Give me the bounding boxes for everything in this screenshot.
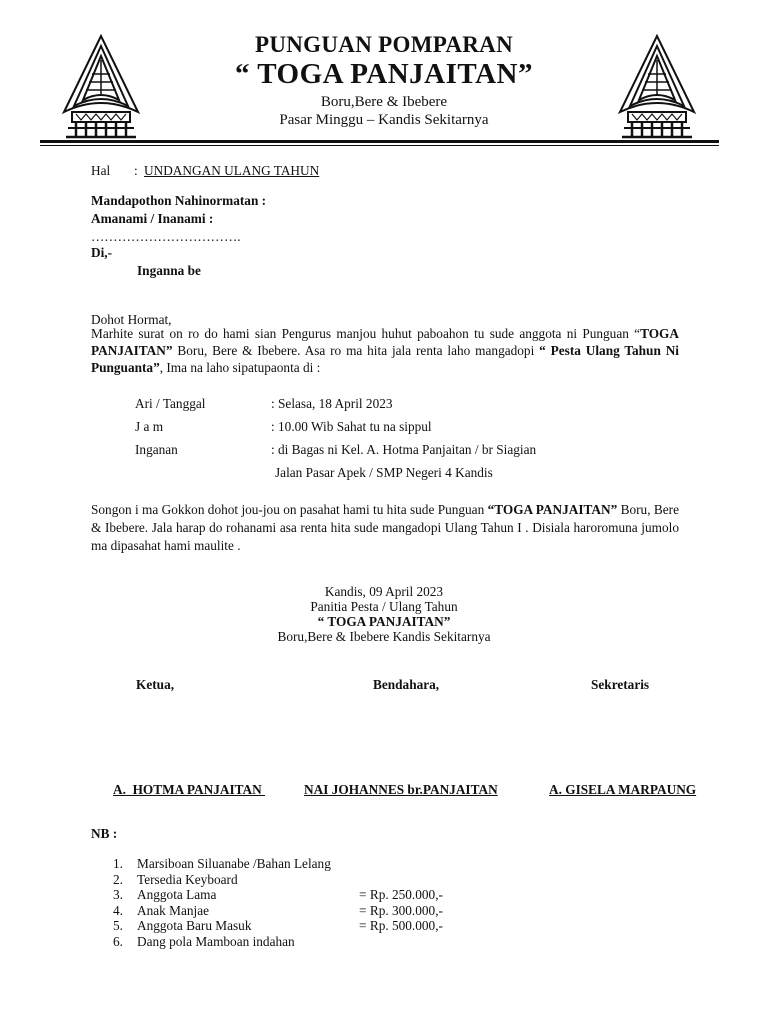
org-subtitle-line2: Pasar Minggu – Kandis Sekitarnya (279, 112, 489, 128)
signatory-name-ketua: A. HOTMA PANJAITAN (113, 782, 266, 797)
list-item: 1. Marsiboan Siluanabe /Bahan Lelang (113, 856, 331, 871)
letterhead-rule-thick (40, 140, 719, 143)
signatory-title-bendahara: Bendahara, (373, 677, 440, 692)
letterhead-rule-thin (40, 145, 719, 146)
list-item: 6. Dang pola Mamboan indahan (113, 933, 295, 949)
list-item: 2. Tersedia Keyboard (113, 871, 238, 887)
nb-list (113, 855, 533, 948)
hal-label: Hal (91, 163, 111, 178)
signatory-name-bendahara: NAI JOHANNES br.PANJAITAN (304, 782, 498, 797)
signatory-title-ketua: Ketua, (136, 677, 175, 692)
hal-subject: UNDANGAN ULANG TAHUN (144, 163, 320, 178)
nb-label: NB : (91, 826, 118, 841)
batak-house-logo-left (56, 34, 146, 140)
signatory-title-sekretaris: Sekretaris (591, 677, 650, 692)
addressee-line2: Amanami / Inanami : (91, 211, 214, 226)
closing-date: Kandis, 09 April 2023 (324, 584, 444, 599)
closing-org: “ TOGA PANJAITAN” (317, 614, 451, 629)
org-name-line1: PUNGUAN POMPARAN (255, 32, 513, 57)
org-subtitle-line1: Boru,Bere & Ibebere (320, 94, 448, 110)
addressee-place: Inganna be (137, 263, 201, 278)
org-name-line2: “ TOGA PANJAITAN” (234, 58, 533, 90)
address-continuation: Jalan Pasar Apek / SMP Negeri 4 Kandis (275, 465, 493, 480)
hal-separator: : (134, 163, 138, 178)
list-item: 3. Anggota Lama = Rp. 250.000,- (113, 887, 443, 902)
greeting: Dohot Hormat, (91, 312, 172, 327)
addressee-line1: Mandapothon Nahinormatan : (91, 193, 267, 208)
addressee-di: Di,- (91, 245, 113, 260)
detail-row-place: Inganan : di Bagas ni Kel. A. Hotma Panjaitan / br Siagian (135, 442, 537, 457)
detail-row-time: J a m : 10.00 Wib Sahat tu na sippul (135, 419, 432, 434)
addressee-dots: ……………………………. (91, 229, 241, 244)
batak-house-logo-right (612, 34, 702, 140)
body-paragraph-1: Marhite surat on ro do hami sian Pengurus manjou huhut paboahon tu sude anggota ni Punguan “TOGA PANJAITAN” Boru, Bere & Ibebere. Asa ro ma hita jala renta laho mangadopi “ Pesta Ulang Tahun Ni Punguanta”, Ima na laho sipatupaonta di : (91, 326, 679, 375)
list-item: 5. Anggota Baru Masuk = Rp. 500.000,- (113, 918, 443, 933)
closing-org-sub: Boru,Bere & Ibebere Kandis Sekitarnya (277, 629, 491, 644)
closing-committee: Panitia Pesta / Ulang Tahun (310, 599, 458, 614)
list-item: 4. Anak Manjae = Rp. 300.000,- (113, 902, 443, 918)
signatory-name-sekretaris: A. GISELA MARPAUNG (549, 782, 697, 797)
detail-row-date: Ari / Tanggal : Selasa, 18 April 2023 (135, 396, 393, 411)
event-details (135, 396, 536, 465)
body-paragraph-2: Songon i ma Gokkon dohot jou-jou on pasahat hami tu hita sude Punguan “TOGA PANJAITAN” Boru, Bere & Ibebere. Jala harap do rohanami asa renta hita sude mangadopi Ulang Tahun I . Disiala haroromuna jumolo ma dipasahat hami maulite . (91, 502, 679, 553)
